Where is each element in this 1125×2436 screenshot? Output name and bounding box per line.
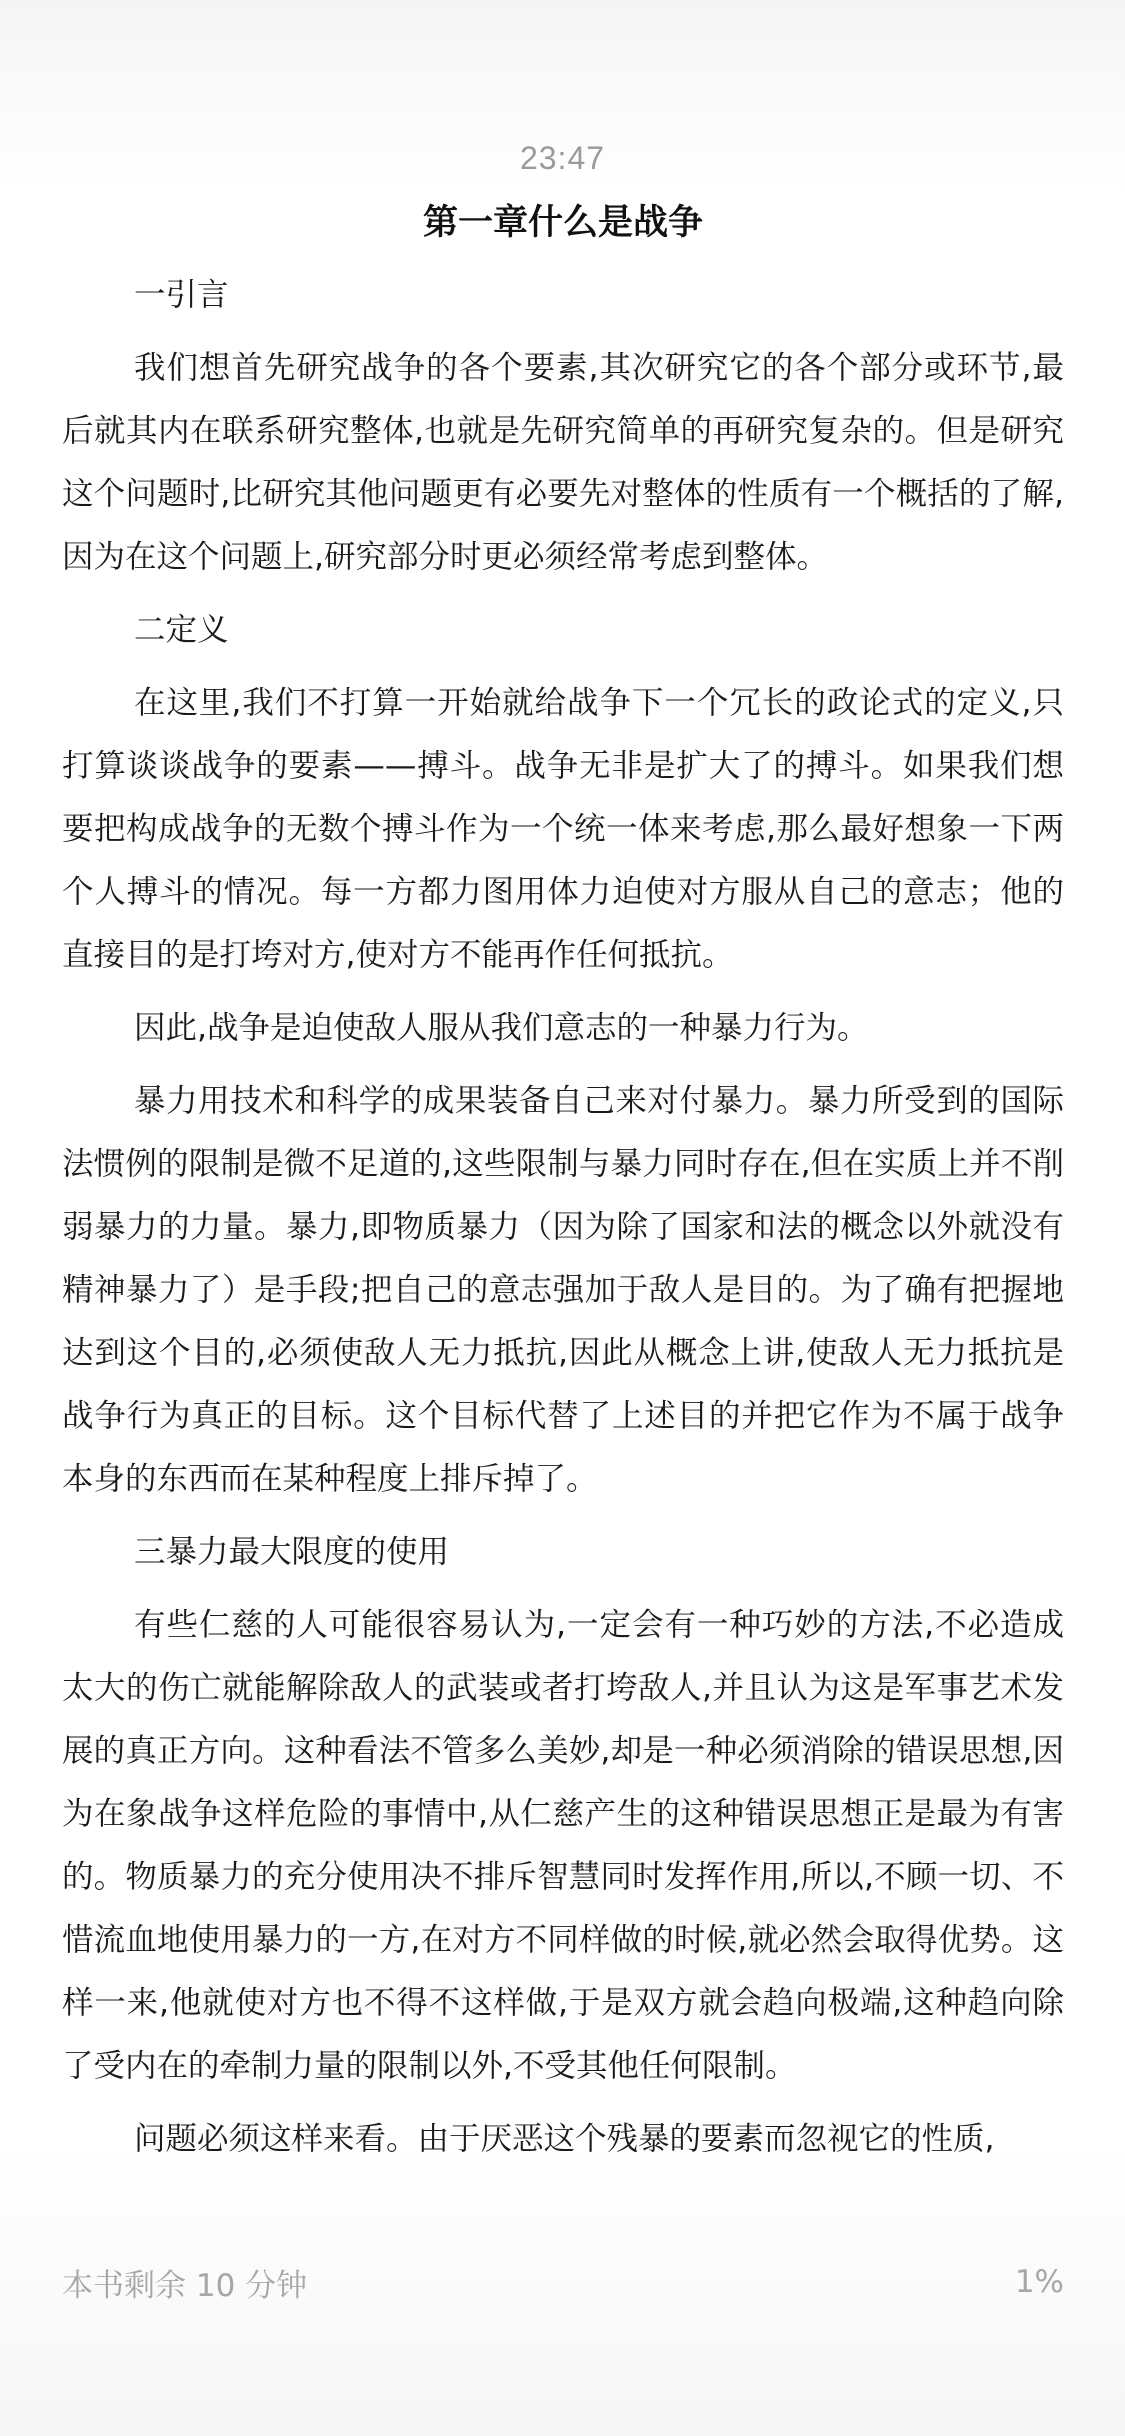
section-heading: 三暴力最大限度的使用 — [134, 1534, 450, 1570]
section-heading: 一引言 — [134, 277, 229, 313]
reader-footer — [62, 2252, 1064, 2312]
section-heading: 二定义 — [134, 612, 229, 648]
progress-percent: 1% — [1014, 2264, 1064, 2300]
chapter-title: 第一章什么是战争 — [422, 203, 703, 243]
paragraph: 有些仁慈的人可能很容易认为,一定会有一种巧妙的方法,不必造成太大的伤亡就能解除敌人的武装或者打垮敌人,并且认为这是军事艺术发展的真正方向。这种看法不管多么美妙,却是一种必须消除的错误思想,因为在象战争这样危险的事情中,从仁慈产生的这种错误思想正是最为有害的。物质暴力的充分使用决不排斥智慧同时发挥作用,所以,不顾一切、不惜流血地使用暴力的一方,在对方不同样做的时候,就必然会取得优势。这样一来,他就使对方也不得不这样做,于是双方就会趋向极端,这种趋向除了受内在的牵制力量的限制以外,不受其他任何限制。 — [62, 1607, 1064, 2084]
paragraph: 因此,战争是迫使敌人服从我们意志的一种暴力行为。 — [134, 1010, 869, 1046]
status-time: 23:47 — [519, 140, 606, 176]
chapter-text — [62, 264, 1064, 2171]
reading-content[interactable] — [62, 190, 1064, 2220]
paragraph: 我们想首先研究战争的各个要素,其次研究它的各个部分或环节,最后就其内在联系研究整体,也就是先研究简单的再研究复杂的。但是研究这个问题时,比研究其他问题更有必要先对整体的性质有一个概括的了解,因为在这个问题上,研究部分时更必须经常考虑到整体。 — [62, 350, 1064, 575]
paragraph: 问题必须这样来看。由于厌恶这个残暴的要素而忽视它的性质, — [134, 2121, 995, 2157]
paragraph: 在这里,我们不打算一开始就给战争下一个冗长的政论式的定义,只打算谈谈战争的要素——搏斗。战争无非是扩大了的搏斗。如果我们想要把构成战争的无数个搏斗作为一个统一体来考虑,那么最好想象一下两个人搏斗的情况。每一方都力图用体力迫使对方服从自己的意志；他的直接目的是打垮对方,使对方不能再作任何抵抗。 — [62, 685, 1064, 973]
remaining-time-label: 本书剩余 10 分钟 — [62, 2267, 308, 2304]
paragraph: 暴力用技术和科学的成果装备自己来对付暴力。暴力所受到的国际法惯例的限制是微不足道的,这些限制与暴力同时存在,但在实质上并不削弱暴力的力量。暴力,即物质暴力（因为除了国家和法的概念以外就没有精神暴力了）是手段;把自己的意志强加于敌人是目的。为了确有把握地达到这个目的,必须使敌人无力抵抗,因此从概念上讲,使敌人无力抵抗是战争行为真正的目标。这个目标代替了上述目的并把它作为不属于战争本身的东西而在某种程度上排斥掉了。 — [62, 1083, 1064, 1497]
